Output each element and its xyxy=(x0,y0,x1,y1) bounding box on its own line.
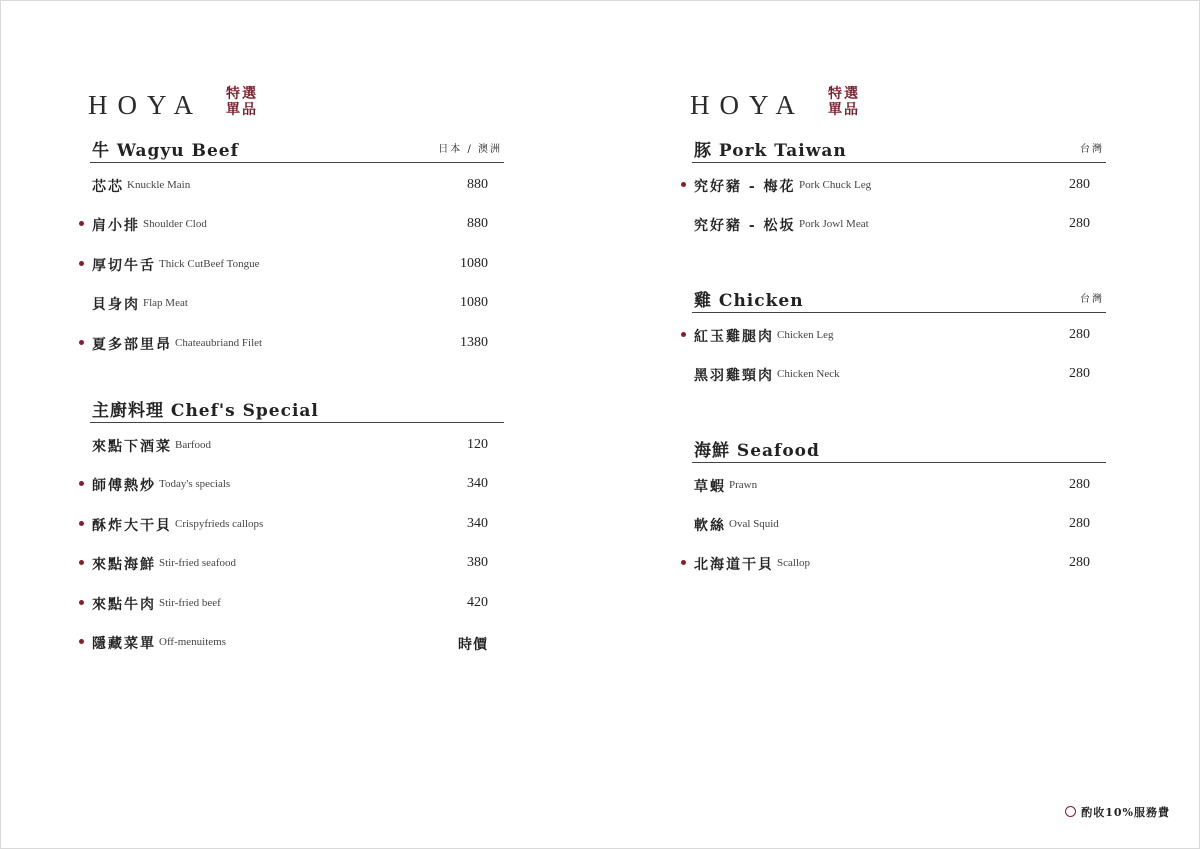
item-name-zh: 酥炸大干貝 xyxy=(92,517,172,534)
item-price: 380 xyxy=(467,555,488,571)
item-price: 120 xyxy=(467,436,488,452)
section-origin: 日本 / 澳洲 xyxy=(438,144,502,155)
featured-bullet-icon xyxy=(681,182,686,187)
item-name-en: Barfood xyxy=(175,438,212,451)
featured-bullet-icon xyxy=(79,261,84,266)
menu-item xyxy=(88,287,488,326)
section-title: 豚 Pork Taiwan xyxy=(694,141,847,161)
menu-item xyxy=(690,508,1090,547)
service-charge-text: 酌收10%服務費 xyxy=(1081,806,1170,819)
section-header xyxy=(692,436,1106,463)
item-name-zh: 厚切牛舌 xyxy=(92,257,156,274)
item-name-en: Prawn xyxy=(729,478,758,491)
menu-item xyxy=(690,319,1090,358)
item-name-zh: 紅玉雞腿肉 xyxy=(694,328,774,345)
item-name-zh: 夏多部里昂 xyxy=(92,336,172,353)
menu-items xyxy=(88,429,508,665)
item-price: 280 xyxy=(1069,515,1090,531)
featured-bullet-icon xyxy=(79,639,84,644)
item-price: 880 xyxy=(467,216,488,232)
item-name-zh: 黑羽雞頸肉 xyxy=(694,368,774,385)
item-name-en: Oval Squid xyxy=(729,517,779,530)
item-name-zh: 草蝦 xyxy=(694,478,726,495)
item-name-en: Thick CutBeef Tongue xyxy=(159,257,260,270)
right-column xyxy=(690,88,1110,587)
menu-section xyxy=(690,136,1110,248)
item-name-zh: 來點牛肉 xyxy=(92,596,156,613)
item-name-zh: 隱藏菜單 xyxy=(92,635,156,652)
item-name-en: Chicken Neck xyxy=(777,368,840,381)
featured-bullet-icon xyxy=(681,332,686,337)
menu-item xyxy=(88,327,488,366)
menu-item xyxy=(88,547,488,586)
item-name-en: Knuckle Main xyxy=(127,179,191,191)
menu-item xyxy=(88,429,488,468)
menu-section xyxy=(88,396,508,665)
item-name-en: Crispyfrieds callops xyxy=(175,517,264,530)
menu-item xyxy=(690,547,1090,586)
section-header xyxy=(692,286,1106,313)
menu-items xyxy=(690,469,1110,587)
item-name-zh: 芯芯 xyxy=(92,179,124,195)
item-price: 420 xyxy=(467,594,488,610)
item-price: 280 xyxy=(1069,555,1090,571)
section-title: 雞 Chicken xyxy=(694,290,804,311)
item-name-en: Stir-fried beef xyxy=(159,596,221,609)
item-name-zh: 師傅熱炒 xyxy=(92,478,156,495)
item-name-en: Pork Chuck Leg xyxy=(799,179,872,191)
section-origin: 台灣 xyxy=(1080,293,1104,305)
item-name-en: Shoulder Clod xyxy=(143,218,207,231)
section-header xyxy=(692,136,1106,163)
menu-item xyxy=(88,248,488,287)
left-column xyxy=(88,88,508,665)
item-price: 1380 xyxy=(460,334,488,350)
featured-bullet-icon xyxy=(79,340,84,345)
item-name-zh: 究好豬 - 梅花 xyxy=(694,179,796,195)
brand-logo: HOYA xyxy=(88,90,204,120)
item-name-en: Stir-fried seafood xyxy=(159,557,237,570)
section-title: 牛 Wagyu Beef xyxy=(92,141,239,161)
featured-bullet-icon xyxy=(79,600,84,605)
menu-section xyxy=(88,136,508,366)
right-sections xyxy=(690,136,1110,587)
item-name-en: Off-menuitems xyxy=(159,635,227,648)
brand-header xyxy=(690,88,1110,122)
menu-items xyxy=(690,169,1110,248)
item-price: 280 xyxy=(1069,476,1090,492)
item-price: 280 xyxy=(1069,366,1090,382)
brand-logo: HOYA xyxy=(690,90,806,120)
item-name-zh: 貝身肉 xyxy=(92,297,140,314)
info-icon xyxy=(1065,806,1076,817)
section-title: 主廚料理 Chef's Special xyxy=(92,400,319,421)
menu-item xyxy=(690,469,1090,508)
menu-item xyxy=(88,169,488,208)
item-name-en: Scallop xyxy=(777,557,810,570)
item-price: 340 xyxy=(467,515,488,531)
menu-items xyxy=(690,319,1110,398)
brand-subtitle: 特選 單品 xyxy=(828,86,860,118)
section-origin: 台灣 xyxy=(1080,144,1104,155)
item-name-zh: 來點下酒菜 xyxy=(92,438,172,455)
item-price: 340 xyxy=(467,476,488,492)
item-price: 280 xyxy=(1069,177,1090,192)
item-name-zh: 北海道干貝 xyxy=(694,557,774,574)
item-price: 880 xyxy=(467,177,488,192)
menu-item xyxy=(88,208,488,247)
item-price: 280 xyxy=(1069,216,1090,232)
menu-section xyxy=(690,436,1110,587)
item-price: 1080 xyxy=(460,295,488,311)
service-charge-note xyxy=(1065,804,1170,820)
featured-bullet-icon xyxy=(79,521,84,526)
menu-item xyxy=(690,169,1090,208)
menu-item xyxy=(88,626,488,665)
brand-header xyxy=(88,88,508,122)
item-name-en: Chicken Leg xyxy=(777,328,834,341)
item-name-zh: 來點海鮮 xyxy=(92,557,156,574)
menu-section xyxy=(690,286,1110,398)
item-name-en: Today's specials xyxy=(159,478,231,491)
item-name-zh: 究好豬 - 松坂 xyxy=(694,218,796,235)
menu-item xyxy=(88,508,488,547)
item-name-en: Pork Jowl Meat xyxy=(799,218,869,231)
item-name-en: Flap Meat xyxy=(143,297,188,310)
menu-items xyxy=(88,169,508,366)
brand-subtitle: 特選 單品 xyxy=(226,86,258,118)
item-price: 時價 xyxy=(458,636,488,653)
item-name-zh: 軟絲 xyxy=(694,517,726,534)
item-price: 280 xyxy=(1069,326,1090,342)
menu-item xyxy=(88,587,488,626)
section-header xyxy=(90,396,504,423)
menu-item xyxy=(88,468,488,507)
item-name-en: Chateaubriand Filet xyxy=(175,336,263,349)
item-price: 1080 xyxy=(460,255,488,271)
section-header xyxy=(90,136,504,163)
item-name-zh: 肩小排 xyxy=(92,218,140,235)
menu-item xyxy=(690,358,1090,397)
left-sections xyxy=(88,136,508,665)
menu-item xyxy=(690,208,1090,247)
section-title: 海鮮 Seafood xyxy=(694,440,820,461)
